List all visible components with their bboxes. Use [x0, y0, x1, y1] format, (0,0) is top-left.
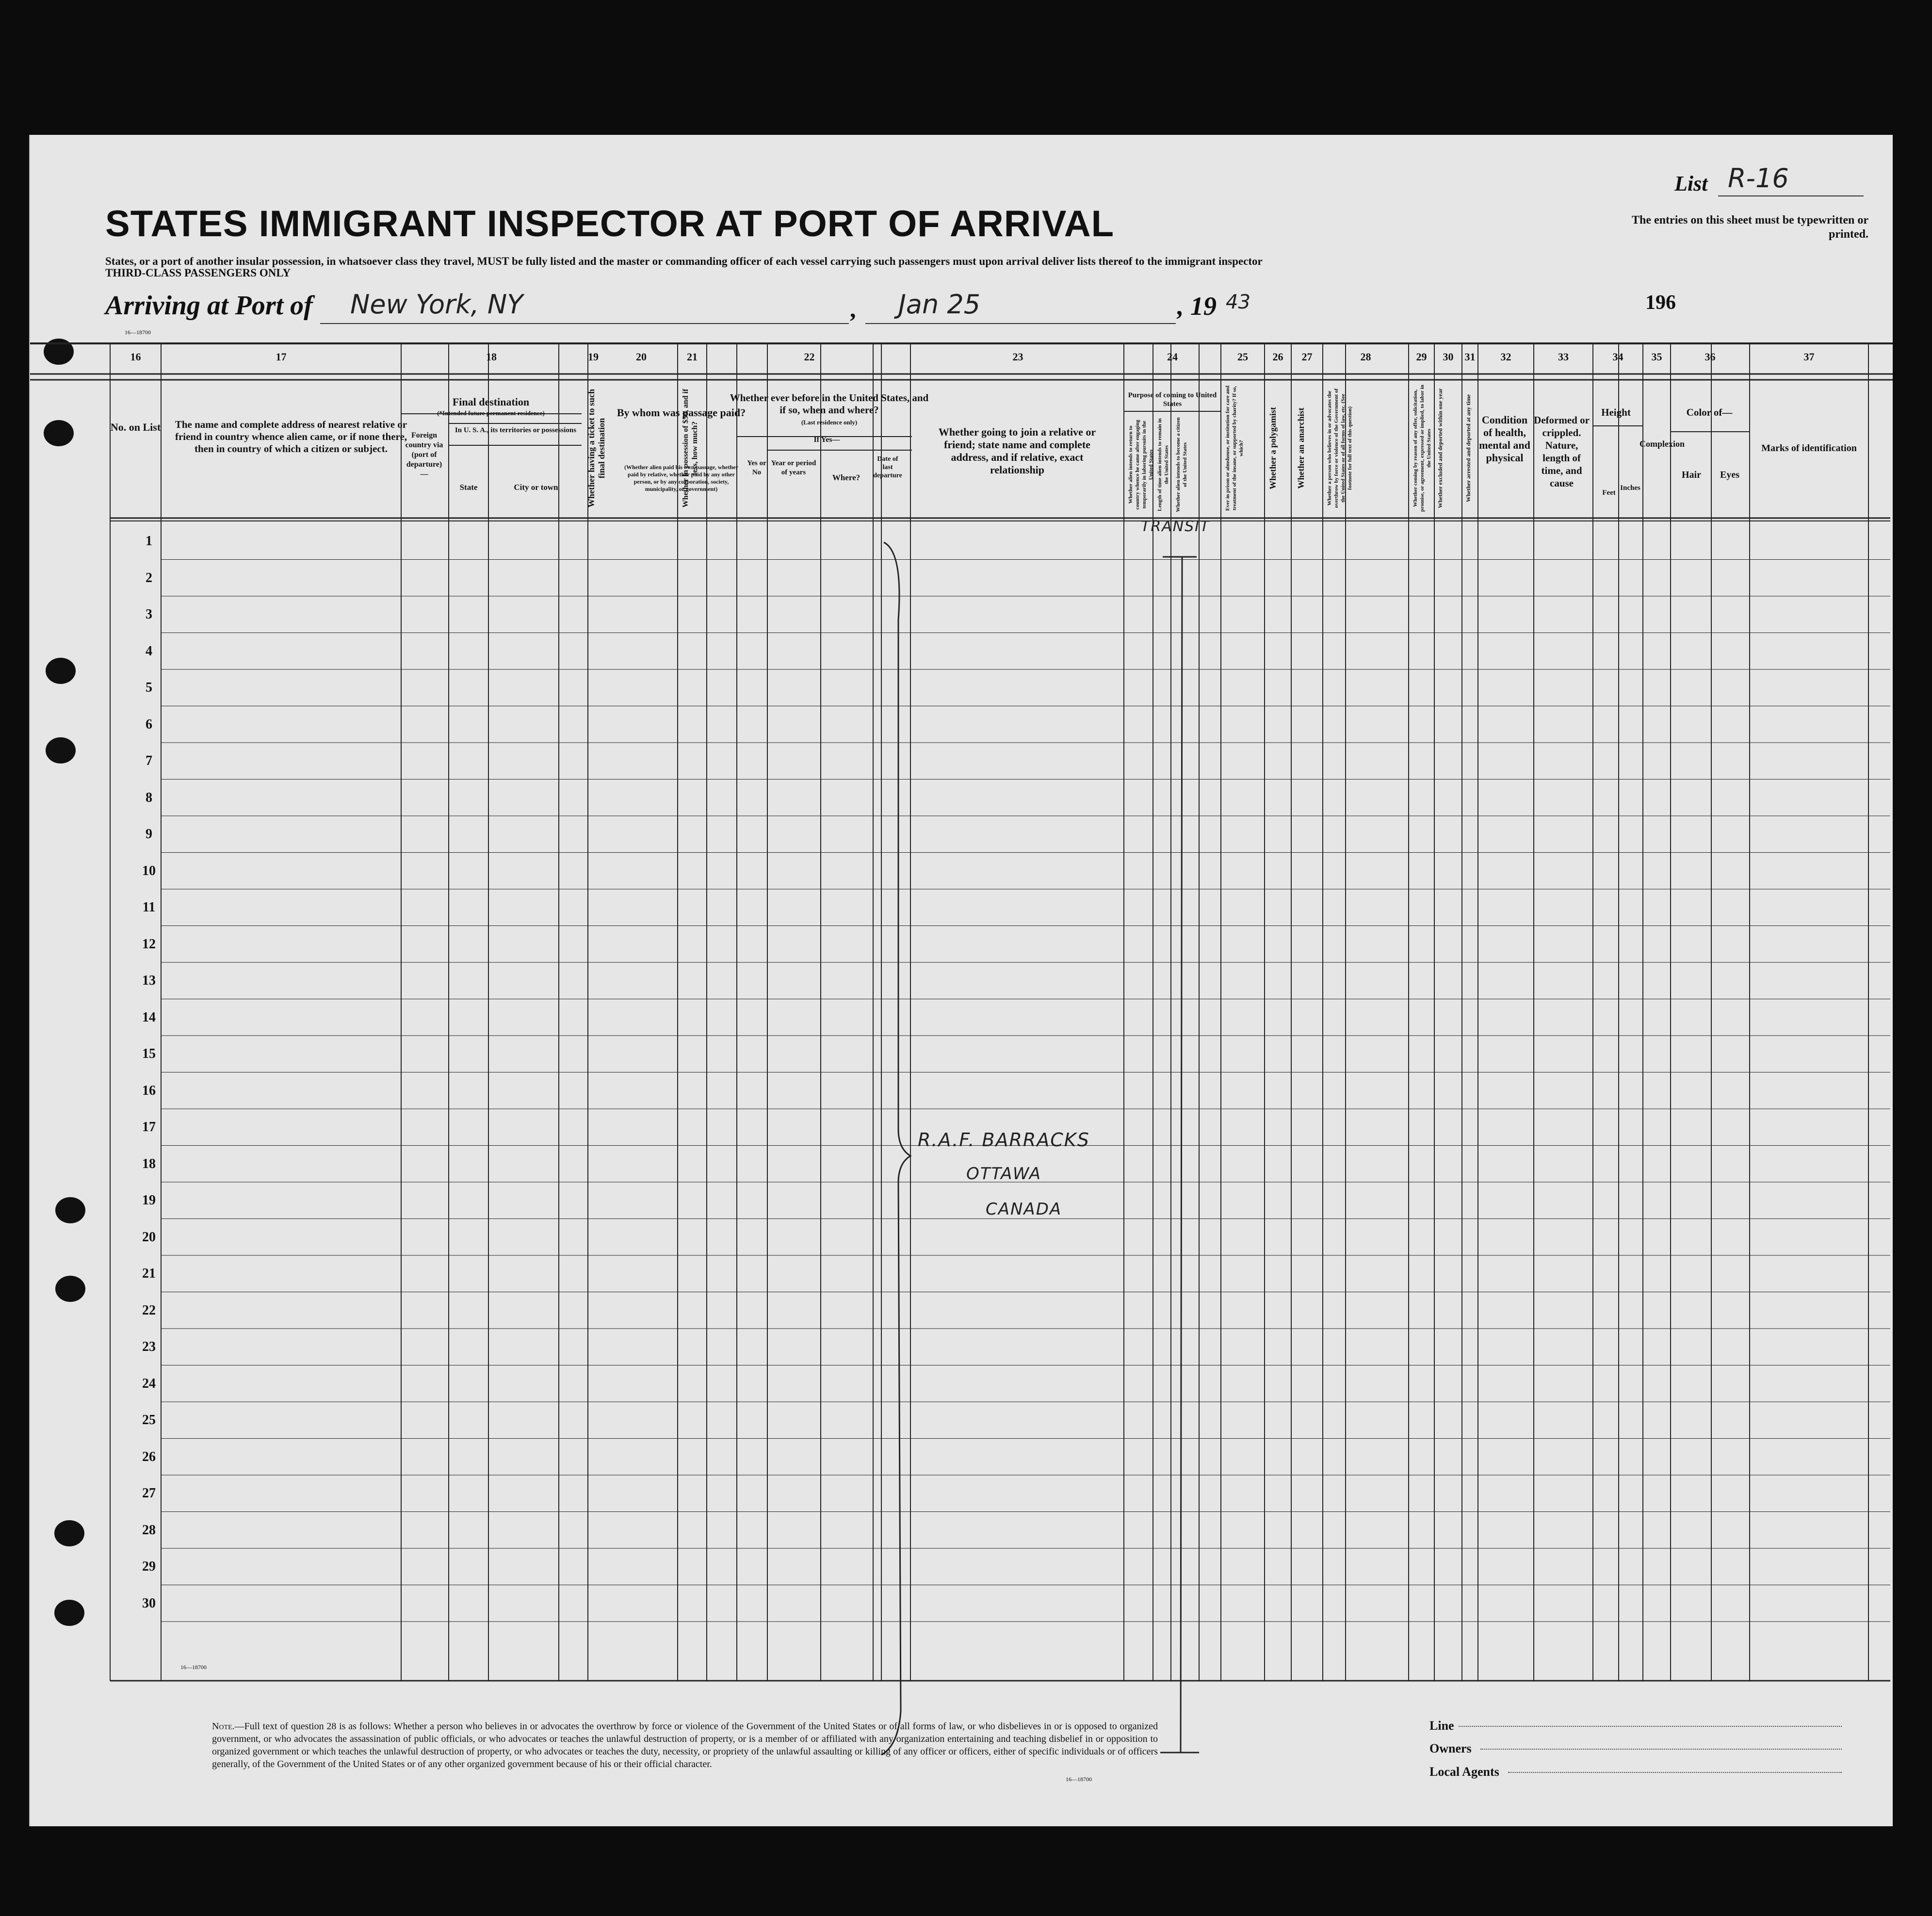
column-number-22: 22 — [804, 351, 815, 363]
column-number-37: 37 — [1803, 351, 1815, 363]
c31-text-text: Whether arrested and deported at any time — [1465, 394, 1472, 503]
c30-text-header — [1437, 385, 1466, 512]
row-number: 23 — [142, 1339, 156, 1354]
col32-header: Condition of health, mental and physical — [1479, 414, 1530, 464]
c19-text-text: Whether having a ticket to such final destination — [586, 389, 606, 508]
c26-text-header — [1268, 385, 1297, 512]
column-number-29: 29 — [1416, 351, 1427, 363]
c25-text-header — [1224, 385, 1253, 512]
column-number-27: 27 — [1301, 351, 1313, 363]
row-number: 9 — [146, 827, 152, 842]
row-number: 14 — [142, 1009, 156, 1025]
note-label: Note. — [212, 1721, 235, 1732]
col33-header: Deformed or crippled. Nature, length of time, and cause — [1534, 414, 1590, 489]
row-number: 13 — [142, 973, 156, 988]
c28-text-header — [1326, 385, 1355, 512]
column-number-21: 21 — [687, 351, 698, 363]
c21-text-header — [681, 385, 710, 512]
c19-text-header — [586, 385, 616, 512]
c25-text-text: Ever in prison or almshouse, or institution for care and treatment of the insane, or supported by charity? If so, which? — [1225, 385, 1244, 511]
row-number: 24 — [142, 1376, 156, 1391]
col18-header: Final destination — [452, 396, 530, 408]
c27-text-text: Whether an anarchist — [1296, 407, 1306, 489]
manifest-sheet: STATES IMMIGRANT INSPECTOR AT PORT OF ARRIVAL States, or a port of another insular possession, in whatsoever class they travel, MUST be fully listed and the master or commanding officer of each vessel carrying such passengers must upon arrival deliver lists thereof to the immigrant inspector THIRD-CLASS PASSENGERS ONLY List R-16 The entries on this sheet must be typewritten or printed. 196 Arriving at Port of New York, NY , Jan 25 , 19 43 16—18700 16 17 18 19 20 21 22 23 24 25 26 27 28 29 30 31 32 33 34 35 36 37 No. on List The name and complete address of nearest relative or friend in country whence alien came, or if none there, then in country of which a citizen or subject. Final destination (*Intended future permanent residence) Foreign country via (port of departure)— In U. S. A., its territories or possessions State City or town By whom was passage paid? (Whether alien paid his own passage, whether paid by relative, whether paid by any other person, or by any corporation, society, municipality, or government) Whether ever before in the United States, and if so, when and where? (Last residence only) If Yes— Yes or No Year or period of years Where? Date of last departure Whether going to join a relative or friend; state name and complete address, and if relative, exact relationship Purpose of coming to United States Condition of health, mental and physical Deformed or crippled. Nature, length of time, and cause Height Feet Inches Complexion Color of— Hair Eyes Marks of identification Whether having a ticket to such final destination Whether in possession of $50, and if less, how much? Whether alien intends to return to country whence he came after engaging temporarily in laboring pursuits in the United States Length of time alien intends to remain in the United States Whether alien intends to become a citizen of the United States Ever in prison or almshouse, or institution for care and treatment of the insane, or supported by charity? If so, which? Whether a polygamist Whether an anarchist Whether a person who believes in or advocates the overthrow by force or violence of the Government of the United States or of all forms of law, etc. (See footnote for full text of this question) Whether coming by reason of any offer, solicitation, promise, or agreement, expressed or implied, to labor in the United States Whether excluded and deported within one year Whether arrested and deported at any time 1 2 3 4 5 6 7 8 9 10 11 12 13 14 15 16 17 18 19 20 21 22 23 24 25 26 27 28 29 30 TRANSIT R.A.F. BARRACKS OTTAWA CANADA 16—18700 Note.—Full text of question 28 is as follows: Whether a person who believes in or advocates the overthrow by force or violence of the Government of the United States or of all forms of law, or who disbelieves in or is opposed to organized government, or who advocates the assassination of public officials, or who advocates or teaches the unlawful destruction of property, or is a member of or affiliated with any organization entertaining and teaching disbelief in or opposition to organized government or which teaches the unlawful destruction of property, or who advocates or teaches the duty, necessity, or propriety of the unlawful assaulting or killing of any officer or officers, either of specific individuals or of officers generally, of the Government of the United States or of any other organized government because of his or their official character. 16—18700 Line Owners Local Agents — [29, 135, 1893, 1826]
c31-text-header — [1465, 385, 1494, 512]
row-number: 10 — [142, 863, 156, 878]
row-number: 15 — [142, 1046, 156, 1061]
page-number: 196 — [1645, 292, 1676, 314]
column-number-28: 28 — [1360, 351, 1371, 363]
row-number: 20 — [142, 1229, 156, 1245]
row-number: 30 — [142, 1595, 156, 1611]
row-number: 28 — [142, 1522, 156, 1538]
col35-header: Complexion — [1640, 439, 1685, 449]
row-number: 25 — [142, 1413, 156, 1428]
table-grid — [30, 135, 1893, 1826]
agents-field[interactable] — [1508, 1772, 1842, 1773]
relative-address-line3: CANADA — [986, 1200, 1062, 1219]
col22-date: Date of last departure — [873, 455, 902, 479]
form-subtitle: States, or a port of another insular possession, in whatsoever class they travel, MUST be fully listed and the master or commanding officer of each vessel carrying such passengers must upon arrival deliver lists thereof to the immigrant inspector — [105, 255, 1263, 267]
column-number-26: 26 — [1272, 351, 1283, 363]
col22-years: Year or period of years — [771, 459, 816, 476]
col18-foreign: Foreign country via (port of departure)— — [405, 431, 443, 478]
col16-header: No. on List — [110, 421, 161, 433]
row-number: 8 — [146, 790, 152, 805]
c29-text-text: Whether coming by reason of any offer, solicitation, promise, or agreement, expressed or implied, to labor in the United States — [1412, 385, 1432, 512]
row-number: 21 — [142, 1266, 156, 1281]
col22-where: Where? — [832, 473, 860, 482]
col22-header: Whether ever before in the United States, and if so, when and where? — [730, 392, 929, 416]
col34-inches: Inches — [1620, 484, 1640, 492]
relative-address-line2: OTTAWA — [966, 1164, 1042, 1184]
list-number: R-16 — [1728, 163, 1789, 194]
row-number: 11 — [142, 900, 156, 915]
form-code-bottom: 16—18700 — [180, 1664, 207, 1671]
c24-v1-header — [1127, 416, 1156, 513]
footnote — [212, 1720, 1158, 1770]
col36-hair: Hair — [1682, 470, 1701, 480]
row-number: 3 — [146, 607, 152, 622]
hand-bracket — [881, 542, 910, 1755]
col36-eyes: Eyes — [1720, 470, 1739, 480]
column-number-36: 36 — [1705, 351, 1716, 363]
c30-text-text: Whether excluded and deported within one year — [1437, 388, 1444, 508]
year-suffix: 43 — [1226, 291, 1250, 313]
line-field[interactable] — [1459, 1726, 1842, 1727]
col36-header: Color of— — [1686, 406, 1733, 418]
arrival-date: Jan 25 — [898, 289, 981, 320]
transit-entry: TRANSIT — [1141, 518, 1210, 535]
note-text: —Full text of question 28 is as follows: Whether a person who believes in or advocates the overthrow by force or violence of the Government of the United States or of all forms of law, or who disbelieves in or is opposed to organized government, or who advocates the assassination of public officials, or who advocates or teaches the unlawful destruction of property, or is a member of or affiliated with any organization entertaining and teaching disbelief in or opposition to organized government or which teaches the unlawful destruction of property, or who advocates or teaches the duty, necessity, or propriety of the unlawful assaulting or killing of any officer or officers, either of specific individuals or of officers generally, of the Government of the United States or of any other organized government because of his or their official character. — [212, 1721, 1158, 1770]
owners-label: Owners — [1429, 1741, 1472, 1755]
col22-ifyes: If Yes— — [813, 436, 840, 444]
col18-note: (*Intended future permanent residence) — [437, 409, 545, 417]
row-number: 16 — [142, 1083, 156, 1098]
row-number: 12 — [142, 936, 156, 952]
relative-address-line1: R.A.F. BARRACKS — [918, 1129, 1090, 1151]
c24-v1-text: Whether alien intends to return to country whence he came after engaging temporarily in laboring pursuits in the United States — [1128, 420, 1154, 510]
row-number: 22 — [142, 1302, 156, 1318]
col34-feet: Feet — [1602, 489, 1616, 497]
col18-state: State — [459, 483, 478, 492]
form-title: STATES IMMIGRANT INSPECTOR AT PORT OF ARRIVAL — [105, 203, 1115, 244]
col23-header: Whether going to join a relative or friend; state name and complete address, and if relative, exact relationship — [938, 426, 1096, 476]
row-number: 1 — [146, 534, 152, 549]
row-number: 27 — [142, 1486, 156, 1501]
column-number-24: 24 — [1167, 351, 1178, 363]
col22-note: (Last residence only) — [801, 419, 858, 426]
row-number: 19 — [142, 1193, 156, 1208]
column-number-23: 23 — [1012, 351, 1023, 363]
row-number: 4 — [146, 643, 152, 659]
c24-v3-header — [1175, 416, 1204, 513]
passenger-class: THIRD-CLASS PASSENGERS ONLY — [105, 267, 291, 279]
column-number-34: 34 — [1612, 351, 1624, 363]
row-number: 17 — [142, 1120, 156, 1135]
list-label: List — [1674, 172, 1708, 195]
column-number-31: 31 — [1464, 351, 1476, 363]
port-name: New York, NY — [350, 289, 523, 320]
column-number-35: 35 — [1651, 351, 1662, 363]
c24-v2-text: Length of time alien intends to remain in the United States — [1157, 418, 1169, 511]
col17-header: The name and complete address of nearest relative or friend in country whence alien came, or if none there, then in country of which a citizen or subject. — [175, 419, 407, 455]
row-number: 18 — [142, 1156, 156, 1171]
column-number-16: 16 — [130, 351, 141, 363]
column-number-19: 19 — [588, 351, 599, 363]
entries-note: The entries on this sheet must be typewritten or printed. — [1632, 214, 1868, 241]
row-number: 29 — [142, 1559, 156, 1574]
year-prefix: , 19 — [1177, 292, 1217, 321]
column-number-32: 32 — [1500, 351, 1511, 363]
row-number: 2 — [146, 570, 152, 585]
owners-field[interactable] — [1480, 1749, 1842, 1750]
c26-text-text: Whether a polygamist — [1268, 407, 1278, 489]
column-number-25: 25 — [1237, 351, 1248, 363]
row-number: 5 — [146, 680, 152, 695]
row-number: 6 — [146, 716, 152, 732]
col18-city: City or town — [514, 483, 558, 492]
line-label: Line — [1429, 1719, 1454, 1733]
col20-header: By whom was passage paid? — [617, 406, 746, 419]
column-number-18: 18 — [486, 351, 497, 363]
c27-text-header — [1296, 385, 1325, 512]
col18-usa: In U. S. A., its territories or possessions — [455, 426, 577, 434]
transit-line — [1181, 557, 1182, 1753]
footnote-code: 16—18700 — [1066, 1776, 1092, 1783]
column-number-17: 17 — [276, 351, 287, 363]
c24-v3-text: Whether alien intends to become a citizen of the United States — [1175, 417, 1188, 512]
column-number-20: 20 — [636, 351, 647, 363]
form-code: 16—18700 — [125, 329, 151, 336]
c28-text-text: Whether a person who believes in or advocates the overthrow by force or violence of the Government of the United States or of all forms of law, etc. (See footnote for full text of this question) — [1327, 388, 1353, 508]
arriving-label: Arriving at Port of — [105, 291, 313, 321]
c21-text-text: Whether in possession of $50, and if less, how much? — [682, 389, 699, 508]
row-number: 7 — [146, 753, 152, 768]
col24-header: Purpose of coming to United States — [1128, 391, 1217, 408]
col37-header: Marks of identification — [1761, 443, 1857, 454]
col20-note: (Whether alien paid his own passage, whether paid by relative, whether paid by any other person, or by any corporation, society, municipality, or government) — [624, 464, 738, 492]
agents-label: Local Agents — [1429, 1765, 1499, 1779]
col22-yesno: Yes or No — [747, 459, 766, 476]
row-number: 26 — [142, 1449, 156, 1464]
column-number-30: 30 — [1443, 351, 1454, 363]
column-number-33: 33 — [1558, 351, 1569, 363]
col34-header: Height — [1601, 406, 1631, 418]
